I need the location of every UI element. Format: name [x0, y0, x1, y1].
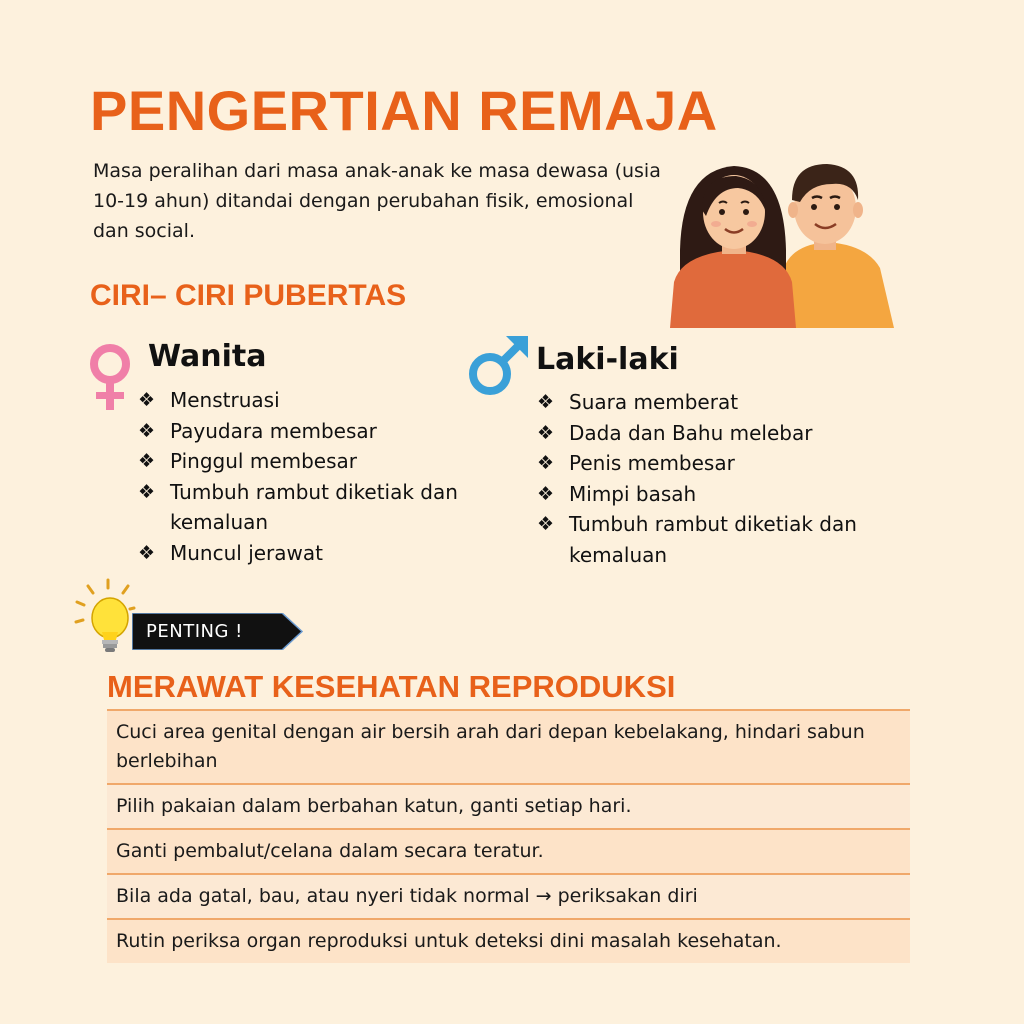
- list-item: ❖ Penis membesar: [537, 448, 897, 479]
- table-row: Bila ada gatal, bau, atau nyeri tidak normal → periksakan diri: [107, 873, 910, 918]
- female-traits-list: [138, 385, 498, 568]
- female-title: Wanita: [148, 339, 267, 374]
- male-title: Laki-laki: [536, 342, 679, 377]
- male-traits-list: [537, 387, 897, 570]
- table-row: Rutin periksa organ reproduksi untuk deteksi dini masalah kesehatan.: [107, 918, 910, 963]
- table-row: Cuci area genital dengan air bersih arah dari depan kebelakang, hindari sabun berlebihan: [107, 709, 910, 783]
- female-symbol-icon: [80, 342, 140, 412]
- intro-paragraph: Masa peralihan dari masa anak-anak ke masa dewasa (usia 10-19 ahun) ditandai dengan perubahan fisik, emosional dan social.: [93, 160, 661, 242]
- reproductive-care-heading: MERAWAT KESEHATAN REPRODUKSI: [107, 669, 676, 704]
- list-item: ❖ Tumbuh rambut diketiak dan kemaluan: [537, 509, 897, 570]
- male-symbol-icon: [464, 332, 524, 402]
- lightbulb-icon: [72, 578, 138, 658]
- teen-couple-illustration: [662, 150, 912, 330]
- list-item: ❖ Menstruasi: [138, 385, 498, 416]
- care-tips-table: [107, 709, 910, 963]
- list-item: ❖ Suara memberat: [537, 387, 897, 418]
- important-tag: [132, 613, 304, 650]
- important-label: PENTING !: [146, 621, 243, 642]
- list-item: ❖ Tumbuh rambut diketiak dan kemaluan: [138, 477, 498, 538]
- list-item: ❖ Payudara membesar: [138, 416, 498, 447]
- list-item: ❖ Muncul jerawat: [138, 538, 498, 569]
- table-row: Ganti pembalut/celana dalam secara teratur.: [107, 828, 910, 873]
- list-item: ❖ Pinggul membesar: [138, 446, 498, 477]
- list-item: ❖ Dada dan Bahu melebar: [537, 418, 897, 449]
- table-row: Pilih pakaian dalam berbahan katun, ganti setiap hari.: [107, 783, 910, 828]
- list-item: ❖ Mimpi basah: [537, 479, 897, 510]
- page-title: PENGERTIAN REMAJA: [90, 79, 718, 142]
- puberty-heading: CIRI– CIRI PUBERTAS: [90, 279, 407, 312]
